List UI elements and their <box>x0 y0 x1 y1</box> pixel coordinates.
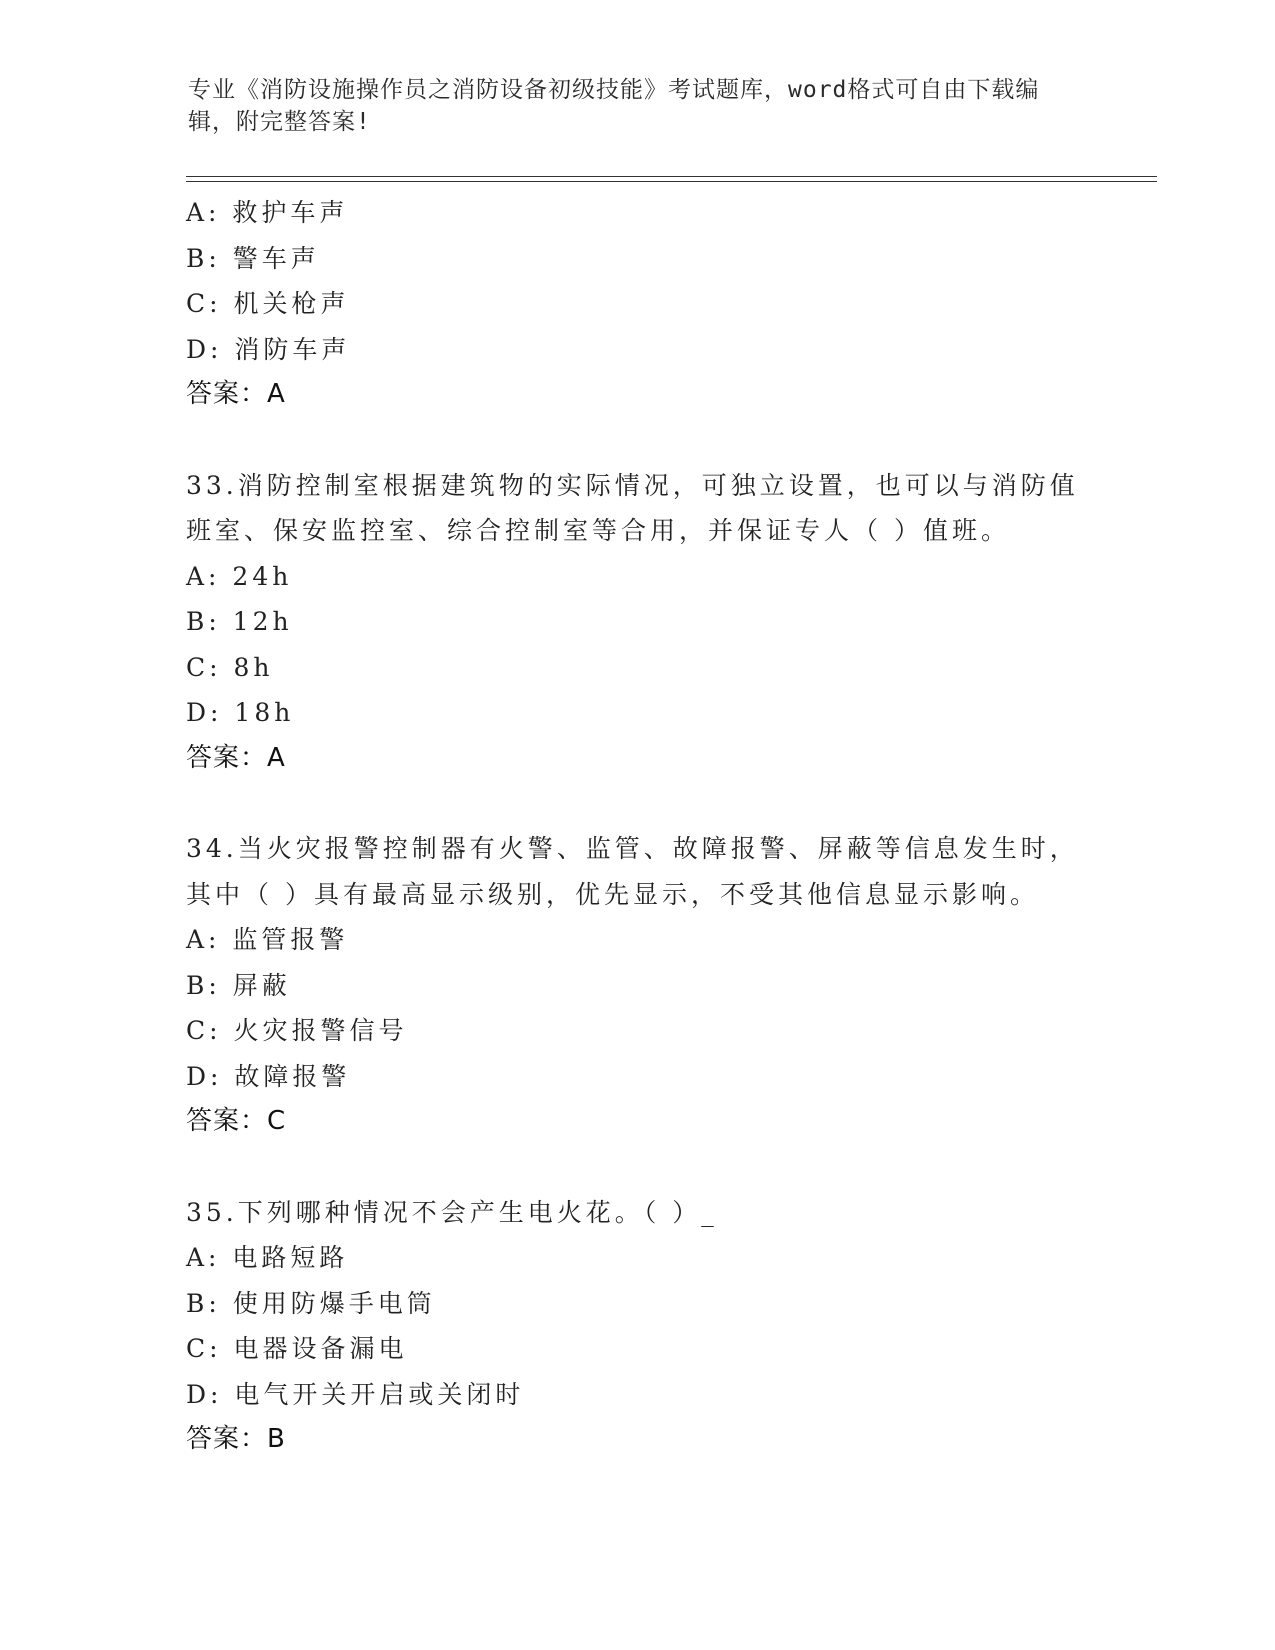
question-stem-line-1: 33.消防控制室根据建筑物的实际情况，可独立设置，也可以与消防值 <box>186 470 1079 500</box>
option-b: B: 12h <box>186 607 293 636</box>
question-stem-line-2: 班室、保安监控室、综合控制室等合用，并保证专人（ ）值班。 <box>186 516 1010 545</box>
spacer <box>186 1145 1086 1190</box>
question-list <box>186 190 1086 1463</box>
question-block-34 <box>186 826 1086 1145</box>
question-stem-line-2: 其中（ ）具有最高显示级别，优先显示，不受其他信息显示影响。 <box>186 879 1039 909</box>
spacer <box>186 418 1086 463</box>
option-a: A: 救护车声 <box>186 198 349 227</box>
option-c: C: 电器设备漏电 <box>186 1334 408 1363</box>
option-c: C: 火灾报警信号 <box>186 1016 408 1045</box>
option-c: C: 机关枪声 <box>186 289 350 318</box>
option-d: D: 消防车声 <box>186 334 351 364</box>
answer-line: 答案：A <box>186 742 286 773</box>
question-stem-line-1: 34.当火灾报警控制器有火警、监管、故障报警、屏蔽等信息发生时， <box>186 834 1079 863</box>
answer-line: 答案：C <box>186 1106 287 1136</box>
option-d: D: 电气开关开启或关闭时 <box>186 1379 525 1409</box>
header-line-2: 辑，附完整答案! <box>188 109 371 135</box>
answer-line: 答案：A <box>186 379 286 409</box>
option-a: A: 24h <box>186 561 293 591</box>
spacer <box>186 781 1086 826</box>
question-block-35 <box>186 1190 1086 1463</box>
question-stem-line-1: 35.下列哪种情况不会产生电火花。（ ）_ <box>186 1197 718 1227</box>
header-divider-top <box>186 176 1157 177</box>
option-b: B: 警车声 <box>186 243 320 273</box>
question-block-33 <box>186 463 1086 782</box>
document-header <box>188 74 1068 138</box>
header-divider-bottom <box>186 181 1157 182</box>
option-a: A: 电路短路 <box>186 1243 349 1272</box>
option-b: B: 使用防爆手电筒 <box>186 1288 436 1318</box>
option-b: B: 屏蔽 <box>186 970 291 1000</box>
option-d: D: 18h <box>186 698 295 727</box>
answer-line: 答案：B <box>186 1424 286 1454</box>
header-line-1: 专业《消防设施操作员之消防设备初级技能》考试题库，word格式可自由下载编 <box>188 77 1040 103</box>
option-c: C: 8h <box>186 652 274 682</box>
option-d: D: 故障报警 <box>186 1061 351 1091</box>
option-a: A: 监管报警 <box>186 925 349 954</box>
question-block-32 <box>186 190 1086 418</box>
